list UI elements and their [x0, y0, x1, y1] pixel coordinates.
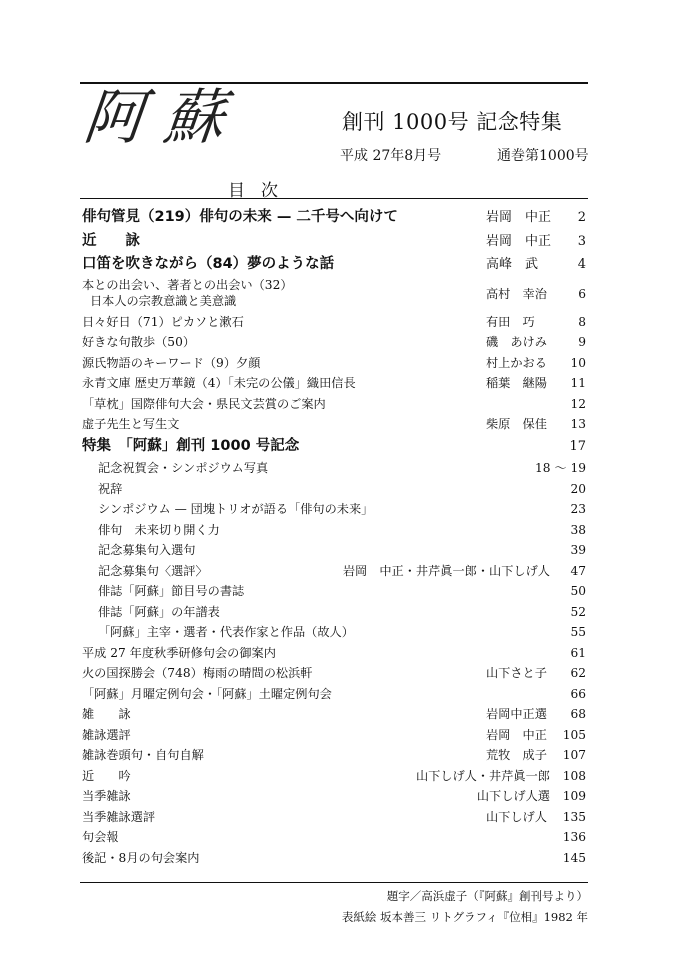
toc-entry-page: 39 — [570, 543, 586, 557]
toc-entry-title-text: 雑詠巻頭句・自句自解 — [82, 748, 204, 762]
toc-entry-title-text: 永青文庫 歴史万華鏡（4）「未完の公儀」織田信長 — [82, 376, 356, 390]
title-lettering-credit: 題字／高浜虚子（『阿蘇』創刊号より） — [386, 889, 588, 903]
toc-entry — [82, 230, 586, 254]
toc-entry-page: 23 — [570, 502, 586, 516]
toc-entry-page: 62 — [570, 666, 586, 680]
toc-entry — [82, 435, 586, 459]
toc-entry-author: 岩岡 中正 — [486, 727, 547, 742]
toc-entry-title-text: 口笛を吹きながら（84）夢のような話 — [82, 256, 335, 272]
toc-entry-title-text: 特集 「阿蘇」創刊 1000 号記念 — [82, 437, 300, 454]
toc-entry-title — [82, 684, 332, 705]
toc-entry — [82, 581, 586, 602]
toc-entry-page: 47 — [570, 563, 586, 578]
toc-entry — [82, 353, 586, 374]
toc-entry — [82, 745, 586, 766]
issue-title: 創刊 1000号 記念特集 — [342, 110, 563, 134]
toc-entry — [82, 499, 586, 520]
toc-entry — [82, 206, 586, 230]
toc-entry-title — [82, 277, 293, 309]
toc-entry-author: 岩岡 中正 — [486, 210, 552, 225]
toc-entry-page: 18 〜 19 — [535, 461, 586, 475]
toc-entry-title — [82, 394, 326, 415]
toc-entry-title — [82, 848, 199, 869]
toc-entry-title — [82, 332, 195, 353]
toc-entry-page: 8 — [578, 314, 586, 329]
toc-entry-page: 61 — [570, 645, 586, 660]
toc-entry-page: 105 — [562, 727, 586, 742]
toc-entry-title-text: 俳句 未来切り開く力 — [98, 522, 220, 537]
toc-entry-title-text: シンポジウム — 団塊トリオが語る「俳句の未来」 — [98, 502, 374, 516]
toc-entry-title-text: 「阿蘇」主宰・選者・代表作家と作品（故人） — [98, 625, 354, 639]
toc-entry-page: 9 — [578, 335, 586, 349]
toc-entry-title — [98, 540, 196, 561]
toc-entry-title-text: 雑 詠 — [82, 707, 131, 721]
toc-entry-title-text: 雑詠選評 — [82, 727, 131, 742]
toc-entry-author: 山下しげ人選 — [476, 789, 550, 803]
toc-entry-author: 岩岡 中正・井芹眞一郎・山下しげ人 — [342, 563, 550, 578]
toc-entry-page: 12 — [570, 396, 586, 411]
toc-entry-title — [82, 786, 131, 807]
toc-entry-author: 山下しげ人 — [486, 809, 547, 824]
toc-entry-page: 109 — [562, 789, 586, 803]
toc-entry-title — [82, 663, 312, 684]
toc-entry — [82, 827, 586, 848]
toc-entry-title — [98, 479, 122, 500]
toc-entry-title-text: 当季雑詠選評 — [82, 809, 156, 824]
toc-entry-page: 38 — [570, 522, 586, 537]
toc-entry-title — [98, 458, 268, 479]
toc-entry-title — [82, 725, 131, 746]
toc-entry-title — [82, 353, 260, 374]
toc-entry-title-text: 句会報 — [82, 830, 119, 844]
toc-entry-page: 55 — [570, 625, 586, 639]
toc-entry-title — [82, 230, 140, 254]
toc-entry — [82, 394, 586, 415]
toc-entry-title-text: 祝辞 — [98, 481, 123, 496]
toc-entry-page: 11 — [570, 376, 586, 390]
toc-entry — [82, 848, 586, 869]
toc-heading: 目次 — [228, 181, 294, 201]
toc-entry-page: 107 — [562, 748, 586, 762]
toc-entry-title-text: 記念募集句入選句 — [98, 543, 196, 557]
toc-entry-author: 磯 あけみ — [486, 335, 547, 349]
toc-entry-title — [98, 602, 220, 623]
toc-entry-title — [82, 704, 131, 725]
toc-entry-title-text: 近 吟 — [82, 768, 131, 783]
toc-entry-subtitle: 日本人の宗教意識と美意識 — [90, 293, 237, 308]
toc-entry — [82, 312, 586, 333]
magazine-logo: 阿蘇 — [80, 83, 248, 153]
toc-entry-title-text: 平成 27 年度秋季研修句会の御案内 — [82, 645, 276, 660]
toc-entry-page: 2 — [577, 210, 586, 225]
toc-rule — [80, 198, 588, 199]
toc-entry-page: 6 — [578, 286, 586, 301]
toc-entry-author: 柴原 保佳 — [486, 417, 547, 431]
toc-entry-page: 68 — [570, 707, 586, 721]
toc-entry-page: 50 — [570, 584, 586, 598]
toc-entry-title-text: 後記・8月の句会案内 — [82, 850, 200, 865]
toc-entry — [82, 520, 586, 541]
toc-entry-title-text: 「阿蘇」月曜定例句会・「阿蘇」土曜定例句会 — [82, 686, 332, 701]
toc-entry-title-text: 当季雑詠 — [82, 789, 131, 803]
toc-entry — [82, 807, 586, 828]
toc-entry-author: 高峰 武 — [486, 257, 539, 272]
toc-entry-title — [98, 499, 373, 520]
toc-entry-title — [98, 520, 220, 541]
toc-entry — [82, 373, 586, 394]
toc-entry-title — [82, 414, 180, 435]
toc-entry — [82, 786, 586, 807]
toc-entry-title-text: 火の国探勝会（748）梅雨の晴間の松浜軒 — [82, 666, 313, 680]
toc-entry-page: 13 — [570, 417, 586, 431]
toc-entry — [82, 332, 586, 353]
toc-entry-title-text: 俳誌「阿蘇」節目号の書誌 — [98, 584, 245, 598]
toc-entry-title — [98, 581, 244, 602]
toc-entry — [82, 561, 586, 582]
toc-entry-title — [82, 435, 299, 459]
toc-entry-title-text: 近 詠 — [82, 232, 140, 249]
toc-entry-title-text: 「草枕」国際俳句大会・県民文芸賞のご案内 — [82, 396, 326, 411]
toc-entry-title-text: 本との出会い、著者との出会い（32） — [82, 277, 293, 292]
toc-entry-title-text: 源氏物語のキーワード（9）夕顔 — [82, 355, 261, 370]
toc-entry-author: 山下しげ人・井芹眞一郎 — [415, 768, 550, 783]
toc-entry-title — [82, 312, 244, 333]
toc-entry-title-text: 好きな句散歩（50） — [82, 335, 196, 349]
cover-art-credit: 表紙絵 坂本善三 リトグラフィ『位相』1982 年 — [341, 910, 588, 924]
toc-entry-author: 山下さと子 — [486, 666, 547, 680]
toc-entry — [82, 704, 586, 725]
toc-entry-page: 4 — [577, 257, 586, 272]
toc-entry — [82, 643, 586, 664]
toc-entry-page: 52 — [570, 604, 586, 619]
toc-entry-page: 136 — [562, 830, 586, 844]
toc-entry-author: 岩岡 中正 — [486, 233, 552, 249]
toc-entry-author: 荒牧 成子 — [486, 748, 547, 762]
toc-entry-author: 村上かおる — [486, 355, 547, 370]
toc-entry-author: 有田 巧 — [486, 314, 535, 329]
issue-date: 平成 27年8月号 — [340, 148, 442, 164]
toc-entry-page: 20 — [570, 481, 586, 496]
toc-entry — [82, 602, 586, 623]
toc-entry-title — [82, 373, 356, 394]
toc-entry-title-text: 俳誌「阿蘇」の年譜表 — [98, 604, 220, 619]
toc-entry — [82, 684, 586, 705]
toc-entry-title — [82, 253, 334, 277]
toc-entry-author: 岩岡中正選 — [486, 707, 547, 721]
toc-entry-title — [82, 827, 119, 848]
toc-entry-page: 135 — [562, 809, 586, 824]
table-of-contents — [82, 206, 586, 868]
toc-entry-page: 66 — [570, 686, 586, 701]
toc-entry — [82, 253, 586, 277]
toc-entry-title-text: 俳句管見（219）俳句の未来 — 二千号へ向けて — [82, 209, 398, 225]
toc-entry-title — [98, 622, 354, 643]
toc-entry-title-text: 日々好日（71）ピカソと漱石 — [82, 314, 244, 329]
toc-entry-title — [98, 561, 208, 582]
bottom-rule — [80, 882, 588, 883]
toc-entry — [82, 725, 586, 746]
toc-entry — [82, 663, 586, 684]
toc-entry — [82, 479, 586, 500]
toc-entry-title-text: 記念祝賀会・シンポジウム写真 — [98, 461, 269, 475]
toc-entry-title — [82, 206, 398, 230]
toc-entry — [82, 622, 586, 643]
toc-entry-page: 17 — [569, 438, 586, 454]
toc-entry-title — [82, 745, 204, 766]
toc-entry — [82, 458, 586, 479]
toc-entry-title — [82, 766, 131, 787]
toc-entry-title-text: 記念募集句〈選評〉 — [98, 563, 208, 578]
toc-entry-author: 高村 幸治 — [486, 286, 547, 301]
toc-entry-page: 108 — [562, 768, 586, 783]
toc-entry-author: 稲葉 継陽 — [486, 376, 547, 390]
toc-entry — [82, 540, 586, 561]
issue-volume: 通巻第1000号 — [497, 148, 589, 164]
toc-entry-title — [82, 643, 276, 664]
toc-entry-title — [82, 807, 155, 828]
toc-entry — [82, 414, 586, 435]
toc-entry-page: 3 — [577, 233, 586, 249]
toc-entry-title-text: 虚子先生と写生文 — [82, 417, 180, 431]
toc-entry — [82, 766, 586, 787]
toc-entry — [82, 277, 586, 312]
toc-entry-page: 145 — [562, 850, 586, 865]
toc-entry-page: 10 — [570, 355, 586, 370]
